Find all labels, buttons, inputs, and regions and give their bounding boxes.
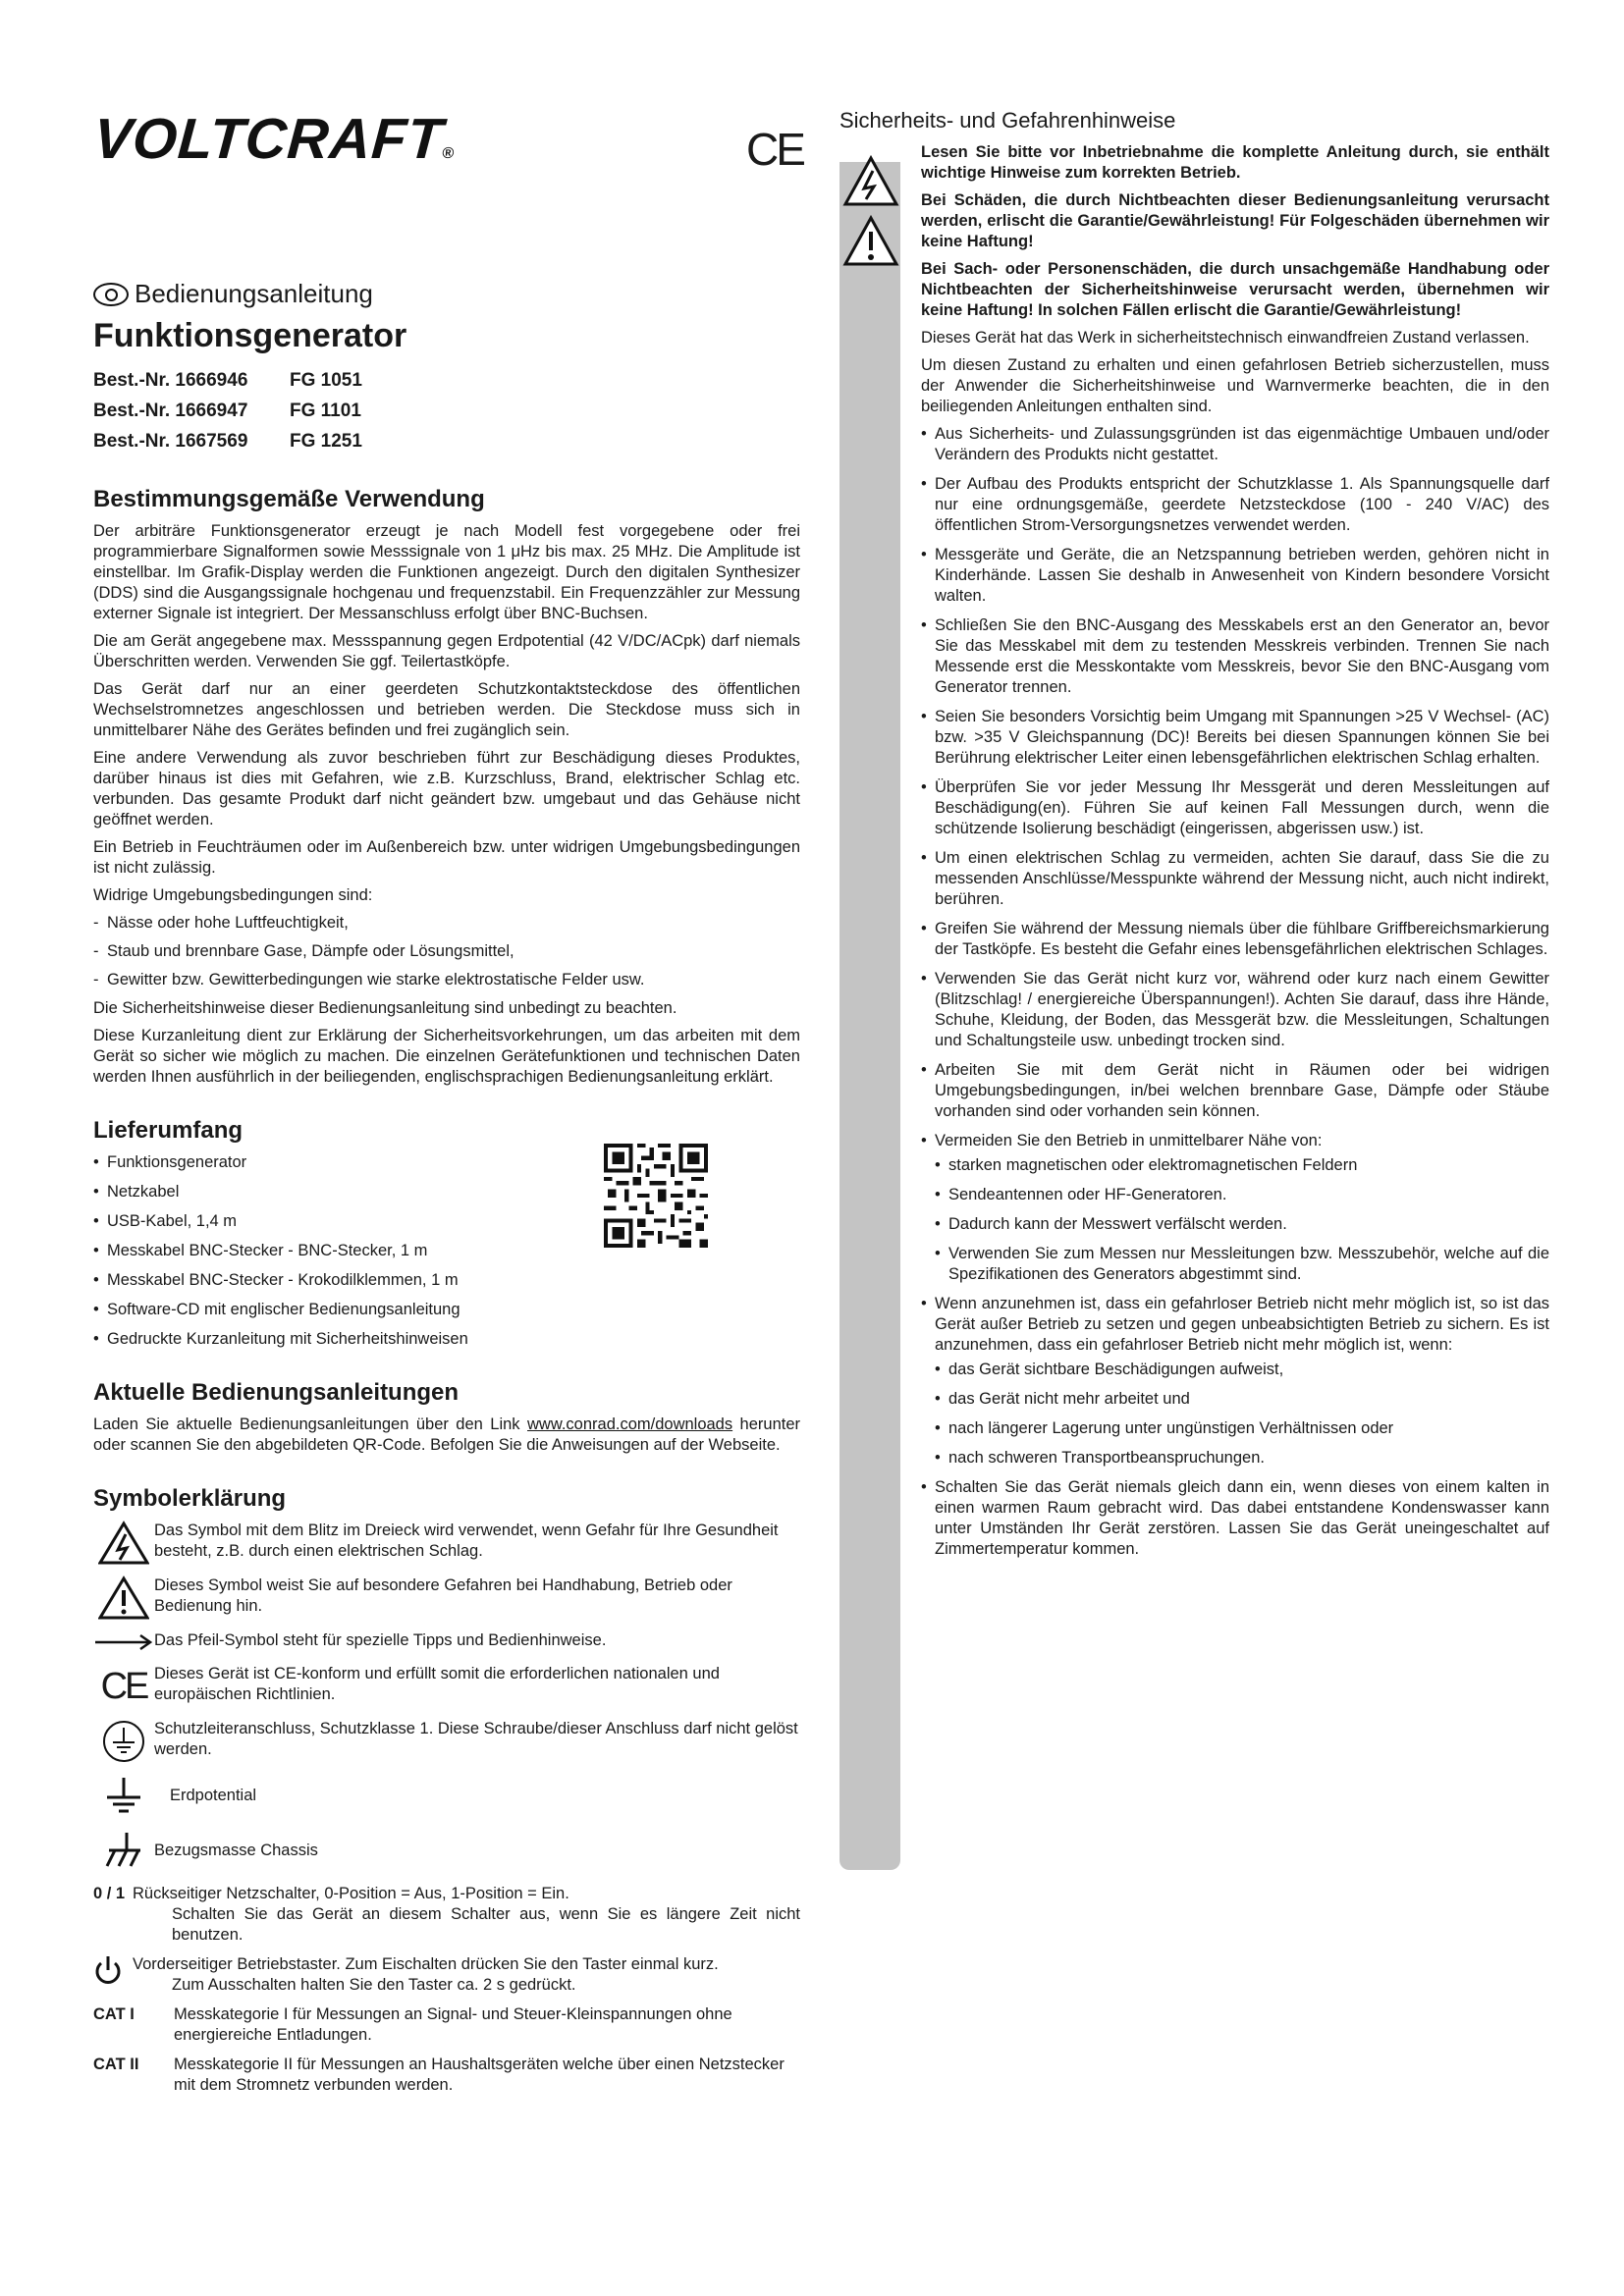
list-item: • Vermeiden Sie den Betrieb in unmittelbarer Nähe von: • starken magnetischen oder elektromagnetischen Feldern • Sendeantennen oder HF-Generatoren. • Dadurch kann der Messwert verfälscht werden. • Verwenden Sie zum Messen nur Messleitungen bzw. Messzubehör, welche auf die Spezifikationen des Generators abgestimmt sind. [921, 1131, 1549, 1285]
list-item: • nach längerer Lagerung unter ungünstigen Verhältnissen oder [935, 1418, 1549, 1439]
symbol-text: Bezugsmasse Chassis [154, 1842, 318, 1859]
symbol-text: Dieses Gerät ist CE-konform und erfüllt somit die erforderlichen nationalen und europäischen Richtlinien. [154, 1665, 720, 1703]
order-number-row: Best.-Nr. 1666946 FG 1051 [93, 370, 362, 391]
paragraph: Das Gerät darf nur an einer geerdeten Schutzkontaktsteckdose des öffentlichen Wechselstromnetzes angeschlossen und betrieben werden. Die Steckdose muss sich in unmittelbarer Nähe des Gerätes befinden und frei zugänglich sein. [93, 680, 800, 739]
list-item: • Messgeräte und Geräte, die an Netzspannung betrieben werden, gehören nicht in Kinderhände. Lassen Sie deshalb in Anwesenheit von Kindern besondere Vorsicht walten. [921, 545, 1549, 607]
list-item: - Staub und brennbare Gase, Dämpfe oder Lösungsmittel, [93, 941, 800, 962]
symbol-row [93, 1575, 800, 1621]
arrow-icon [93, 1630, 154, 1654]
ce-icon: CE [100, 1665, 147, 1707]
list-item: • Messkabel BNC-Stecker - Krokodilklemmen, 1 m [93, 1270, 800, 1291]
paragraph: Die Sicherheitshinweise dieser Bedienungsanleitung sind unbedingt zu beachten. [93, 999, 677, 1017]
paragraph: Ein Betrieb in Feuchträumen oder im Außenbereich bzw. unter widrigen Umgebungsbedingungen ist nicht zulässig. [93, 838, 800, 877]
symbol-text: Dieses Symbol weist Sie auf besondere Gefahren bei Handhabung, Betrieb oder Bedienung hin. [154, 1576, 732, 1615]
exclamation-triangle-icon [93, 1575, 154, 1621]
paragraph: Die am Gerät angegebene max. Messspannung gegen Erdpotential (42 V/DC/ACpk) darf niemals Überschritten werden. Verwenden Sie ggf. Teilertastköpfe. [93, 632, 800, 670]
safety-content [921, 142, 1549, 1569]
list-item: • Funktionsgenerator [93, 1152, 800, 1173]
eye-icon [93, 283, 129, 306]
list-item: • Der Aufbau des Produkts entspricht der Schutzklasse 1. Als Spannungsquelle darf nur eine ordnungsgemäße, geerdete Netzsteckdose (100 - 240 V/AC) des öffentlichen Strom-Versorgungsnetzes verwendet werden. [921, 474, 1549, 536]
symbol-text: Das Pfeil-Symbol steht für spezielle Tipps und Bedienhinweise. [154, 1631, 607, 1649]
list-item: • Sendeantennen oder HF-Generatoren. [935, 1185, 1549, 1205]
symbol-row [93, 1774, 800, 1819]
list-item: • das Gerät nicht mehr arbeitet und [935, 1389, 1549, 1410]
exclamation-triangle-icon [842, 215, 899, 273]
list-item: • Überprüfen Sie vor jeder Messung Ihr Messgerät und deren Messleitungen auf Beschädigung(en). Führen Sie auf keinen Fall Messungen durch, wenn die schützende Isolierung beschädigt (eingerissen, abgerissen usw.) ist. [921, 777, 1549, 839]
list-item: - Nässe oder hohe Luftfeuchtigkeit, [93, 913, 800, 934]
avoid-list [935, 1155, 1549, 1285]
bold-paragraph: Lesen Sie bitte vor Inbetriebnahme die komplette Anleitung durch, sie enthält wichtige Hinweise zum korrekten Betrieb. [921, 143, 1549, 182]
symbol-text: Schutzleiteranschluss, Schutzklasse 1. Diese Schraube/dieser Anschluss darf nicht gelöst werden. [154, 1720, 798, 1758]
list-item: • Wenn anzunehmen ist, dass ein gefahrloser Betrieb nicht mehr möglich ist, so ist das Gerät außer Betrieb zu setzen und gegen unbeabsichtigten Betrieb zu sichern. Es ist anzunehmen, dass ein gefahrloser Betrieb nicht mehr möglich ist, wenn: • das Gerät sichtbare Beschädigungen aufweist, • das Gerät nicht mehr arbeitet und • nach längerer Lagerung unter ungünstigen Verhältnissen oder • nach schweren Transportbeanspruchungen. [921, 1294, 1549, 1468]
list-item: • Verwenden Sie das Gerät nicht kurz vor, während oder kurz nach einem Gewitter (Blitzschlag! / energiereiche Überspannungen!). Achten Sie darauf, dass ihre Hände, Schuhe, Kleidung, der Boden, das Messgerät bzw. die Messleitungen, Schaltungen und Schaltungsteile usw. unbedingt trocken sind. [921, 969, 1549, 1051]
paragraph: Um diesen Zustand zu erhalten und einen gefahrlosen Betrieb sicherzustellen, muss der Anwender die Sicherheitshinweise und Warnvermerke beachten, die in den beiliegenden Anleitungen enthalten sind. [921, 356, 1549, 415]
warning-sidebar [839, 162, 900, 1870]
list-item: • Greifen Sie während der Messung niemals über die fühlbare Griffbereichsmarkierung der Tastköpfe. Es besteht die Gefahr eines lebensgefährlichen elektrischen Schlages. [921, 919, 1549, 960]
symbol-text: Das Symbol mit dem Blitz im Dreieck wird verwendet, wenn Gefahr für Ihre Gesundheit besteht, z.B. durch einen elektrischen Schlag. [154, 1522, 779, 1560]
left-column [93, 108, 800, 2105]
list-item: • Verwenden Sie zum Messen nur Messleitungen bzw. Messzubehör, welche auf die Spezifikationen des Generators abgestimmt sind. [935, 1244, 1549, 1285]
lightning-triangle-icon [842, 155, 899, 213]
bold-paragraph: Bei Schäden, die durch Nichtbeachten dieser Bedienungsanleitung verursacht werden, erlischt die Garantie/Gewährleistung! Für Folgeschäden übernehmen wir keine Haftung! [921, 191, 1549, 250]
symbol-row [93, 1664, 800, 1709]
list-item: • Dadurch kann der Messwert verfälscht werden. [935, 1214, 1549, 1235]
symbol-row [93, 1630, 800, 1654]
unsafe-list [935, 1360, 1549, 1468]
ce-mark: CE [746, 124, 803, 175]
lightning-triangle-icon [93, 1521, 154, 1566]
chassis-ground-icon [93, 1829, 154, 1874]
current-manuals-text: Laden Sie aktuelle Bedienungsanleitungen über den Link www.conrad.com/downloads herunter oder scannen Sie den abgebildeten QR-Code. Befolgen Sie die Anweisungen auf der Webseite. [93, 1415, 801, 1454]
delivery-heading: Lieferumfang [93, 1117, 244, 1144]
brand-logo: VOLTCRAFT® [91, 107, 456, 171]
downloads-link[interactable]: www.conrad.com/downloads [527, 1415, 733, 1433]
power-switch-row: 0 / 1 Rückseitiger Netzschalter, 0-Position = Aus, 1-Position = Ein. Schalten Sie das Gerät an diesem Schalter aus, wenn Sie es längere Zeit nicht benutzen. [93, 1885, 800, 1944]
list-item: • Um einen elektrischen Schlag zu vermeiden, achten Sie darauf, dass Sie die zu messenden Anschlüsse/Messpunkte während der Messung nicht, auch nicht indirekt, berühren. [921, 848, 1549, 910]
qr-code[interactable] [604, 1144, 708, 1248]
power-icon [93, 1954, 133, 1996]
list-item: • Schalten Sie das Gerät niemals gleich dann ein, wenn dieses von einem kalten in einen warmen Raum gebracht wird. Das dabei entstandene Kondenswasser kann unter Umständen Ihr Gerät zerstören. Lassen Sie das Gerät uneingeschaltet auf Zimmertemperatur kommen. [921, 1477, 1549, 1560]
symbol-row [93, 1719, 800, 1764]
list-item: • Gedruckte Kurzanleitung mit Sicherheitshinweisen [93, 1329, 800, 1350]
protective-earth-icon [93, 1719, 154, 1764]
cat-row: CAT I Messkategorie I für Messungen an Signal- und Steuer-Kleinspannungen ohne energiereiche Entladungen. [93, 2005, 732, 2044]
list-item: • Aus Sicherheits- und Zulassungsgründen ist das eigenmächtige Umbauen und/oder Verändern des Produkts nicht gestattet. [921, 424, 1549, 465]
list-item: • USB-Kabel, 1,4 m [93, 1211, 800, 1232]
product-title: Funktionsgenerator [93, 317, 407, 354]
list-item: - Gewitter bzw. Gewitterbedingungen wie starke elektrostatische Felder usw. [93, 970, 800, 990]
earth-ground-icon [93, 1774, 154, 1819]
order-number-row: Best.-Nr. 1667569 FG 1251 [93, 431, 362, 452]
symbol-text: Erdpotential [170, 1787, 257, 1804]
paragraph: Der arbiträre Funktionsgenerator erzeugt je nach Modell fest vorgegebene oder frei programmierbare Signalformen sowie Messsignale von 1 μHz bis max. 25 MHz. Die Amplitude ist einstellbar. Im Grafik-Display werden die Funktionen angezeigt. Durch den digitalen Synthesizer (DDS) sind die Ausgangssignale hochgenau und frequenzstabil. Ein Frequenzzähler zur Messung externer Signale ist integriert. Der Messanschluss erfolgt über BNC-Buchsen. [93, 522, 800, 622]
list-item: • das Gerät sichtbare Beschädigungen aufweist, [935, 1360, 1549, 1380]
bold-paragraph: Bei Sach- oder Personenschäden, die durch unsachgemäße Handhabung oder Nichtbeachten der Sicherheitshinweise verursacht werden, übernehmen wir keine Haftung! In solchen Fällen erlischt die Garantie/Gewährleistung! [921, 260, 1549, 319]
manual-title: Bedienungsanleitung [93, 279, 800, 309]
list-item: • nach schweren Transportbeanspruchungen. [935, 1448, 1549, 1468]
paragraph: Diese Kurzanleitung dient zur Erklärung der Sicherheitsvorkehrungen, um das arbeiten mit dem Gerät so sicher wie möglich zu machen. Die einzelnen Gerätefunktionen und technischen Daten werden Ihnen ausführlich in der beiliegenden, englischsprachigen Bedienungsanleitung erklärt. [93, 1027, 800, 1086]
paragraph: Dieses Gerät hat das Werk in sicherheitstechnisch einwandfreien Zustand verlassen. [921, 329, 1530, 347]
warning-icons [842, 147, 899, 273]
list-item: • Schließen Sie den BNC-Ausgang des Messkabels erst an den Generator an, bevor Sie das Messkabel mit dem zu testenden Messkreis verbinden. Trennen Sie nach Messende erst die Messkontakte vom Messkreis, bevor Sie den BNC-Ausgang vom Generator trennen. [921, 615, 1549, 698]
paragraph: Widrige Umgebungsbedingungen sind: [93, 886, 373, 904]
conditions-list [93, 913, 800, 990]
intended-use-heading: Bestimmungsgemäße Verwendung [93, 486, 485, 512]
symbols-heading: Symbolerklärung [93, 1485, 287, 1512]
standby-row: Vorderseitiger Betriebstaster. Zum Eischalten drücken Sie den Taster einmal kurz. Zum Ausschalten halten Sie den Taster ca. 2 s gedrückt. [93, 1954, 800, 1996]
list-item: • Arbeiten Sie mit dem Gerät nicht in Räumen oder bei widrigen Umgebungsbedingungen, in/bei welchen brennbare Gase, Dämpfe oder Stäube vorhanden sind oder vorhanden sein können. [921, 1060, 1549, 1122]
safety-bullets [921, 424, 1549, 1560]
list-item: • Messkabel BNC-Stecker - BNC-Stecker, 1 m [93, 1241, 800, 1261]
list-item: • Software-CD mit englischer Bedienungsanleitung [93, 1300, 800, 1320]
safety-heading: Sicherheits- und Gefahrenhinweise [839, 108, 1176, 133]
order-number-row: Best.-Nr. 1666947 FG 1101 [93, 400, 361, 421]
paragraph: Eine andere Verwendung als zuvor beschrieben führt zur Beschädigung dieses Produktes, darüber hinaus ist dies mit Gefahren, wie z.B. Kurzschluss, Brand, elektrischer Schlag etc. verbunden. Das gesamte Produkt darf nicht geändert bzw. umgebaut und das Gehäuse nicht geöffnet werden. [93, 749, 800, 828]
list-item: • starken magnetischen oder elektromagnetischen Feldern [935, 1155, 1549, 1176]
current-manuals-heading: Aktuelle Bedienungsanleitungen [93, 1379, 460, 1406]
list-item: • Seien Sie besonders Vorsichtig beim Umgang mit Spannungen >25 V Wechsel- (AC) bzw. >35 V Gleichspannung (DC)! Bereits bei diesen Spannungen können Sie bei Berührung elektrischer Leiter einen lebensgefährlichen elektrischen Schlag erhalten. [921, 707, 1549, 769]
cat-row: CAT II Messkategorie II für Messungen an Haushaltsgeräten welche über einen Netzstecker mit dem Stromnetz verbunden werden. [93, 2056, 785, 2094]
symbol-row [93, 1521, 800, 1566]
order-numbers [93, 365, 800, 456]
list-item: • Netzkabel [93, 1182, 800, 1202]
symbol-row [93, 1829, 800, 1874]
